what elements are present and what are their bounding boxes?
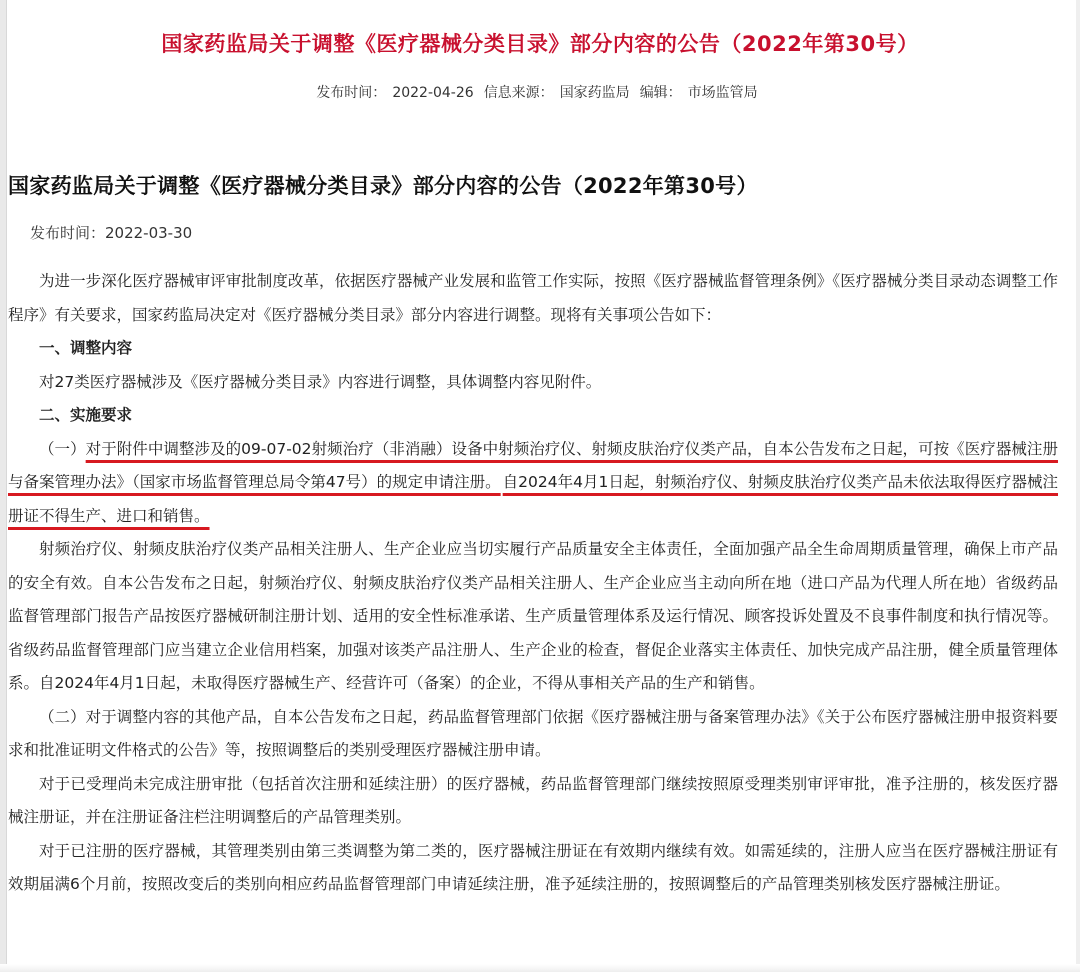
section-adjustment-body: 对27类医疗器械涉及《医疗器械分类目录》内容进行调整，具体调整内容见附件。 xyxy=(39,372,602,391)
source-value: 国家药监局 xyxy=(559,85,630,101)
article-date: 发布时间：2022-03-30 xyxy=(30,224,193,242)
source-label: 信息来源： xyxy=(483,85,554,101)
editor-label: 编辑： xyxy=(639,85,682,101)
pending-approval-paragraph: 对于已受理尚未完成注册审批（包括首次注册和延续注册）的医疗器械，药品监督管理部门继续按照原受理类别审评审批，准予注册的，核发医疗器械注册证，并在注册证备注栏注明调整后的产品管理类别。 xyxy=(8,774,1058,826)
page-title: 国家药监局关于调整《医疗器械分类目录》部分内容的公告（2022年第30号） xyxy=(161,32,919,56)
publish-date: 2022-04-26 xyxy=(392,85,474,101)
item-1-prefix: （一） xyxy=(39,439,86,458)
highlighted-text-registration: 对于附件中调整涉及的09-07-02射频治疗（非消融）设备中射频治疗仪、射频皮肤治疗仪类产品，自本公告发布之日起，可按《医疗器械注册与备案管理办法》（国家市场监督管理总局令第47号）的规定申请注册。 xyxy=(8,439,1058,491)
article-body xyxy=(8,265,1058,902)
registered-devices-paragraph: 对于已注册的医疗器械，其管理类别由第三类调整为第二类的，医疗器械注册证在有效期内继续有效。如需延续的，注册人应当在医疗器械注册证有效期届满6个月前，按照改变后的类别向相应药品监督管理部门申请延续注册，准予延续注册的，按照调整后的产品管理类别核发医疗器械注册证。 xyxy=(8,841,1058,893)
intro-paragraph: 为进一步深化医疗器械审评审批制度改革，依据医疗器械产业发展和监管工作实际，按照《医疗器械监督管理条例》《医疗器械分类目录动态调整工作程序》有关要求，国家药监局决定对《医疗器械分类目录》部分内容进行调整。现将有关事项公告如下： xyxy=(8,272,1058,324)
page-right-edge xyxy=(1076,0,1080,972)
responsibility-paragraph: 射频治疗仪、射频皮肤治疗仪类产品相关注册人、生产企业应当切实履行产品质量安全主体责任，全面加强产品全生命周期质量管理，确保上市产品的安全有效。自本公告发布之日起，射频治疗仪、射频皮肤治疗仪类产品相关注册人、生产企业应当主动向所在地（进口产品为代理人所在地）省级药品监督管理部门报告产品按医疗器械研制注册计划、适用的安全性标准承诺、生产质量管理体系及运行情况、顾客投诉处置及不良事件制度和执行情况等。省级药品监督管理部门应当建立企业信用档案，加强对该类产品注册人、生产企业的检查，督促企业落实主体责任、加快完成产品注册，健全质量管理体系。自2024年4月1日起，未取得医疗器械生产、经营许可（备案）的企业，不得从事相关产品的生产和销售。 xyxy=(8,540,1058,692)
editor-value: 市场监管局 xyxy=(687,85,758,101)
requirement-item-2: （二）对于调整内容的其他产品，自本公告发布之日起，药品监督管理部门依据《医疗器械注册与备案管理办法》《关于公布医疗器械注册申报资料要求和批准证明文件格式的公告》等，按照调整后的类别受理医疗器械注册申请。 xyxy=(8,707,1058,759)
publish-label: 发布时间： xyxy=(316,85,387,101)
page-left-edge xyxy=(0,0,7,972)
highlighted-text-deadline: 自2024年4月1日起，射频治疗仪、射频皮肤治疗仪类产品未依法取得医疗器械注册证不得生产、进口和销售。 xyxy=(8,473,1059,525)
requirement-item-1 xyxy=(8,433,1058,534)
article-meta xyxy=(0,82,1080,102)
section-heading-requirements: 二、实施要求 xyxy=(39,406,133,424)
page-bottom-edge xyxy=(0,964,1080,972)
article-title: 国家药监局关于调整《医疗器械分类目录》部分内容的公告（2022年第30号） xyxy=(8,174,758,198)
section-heading-adjustment: 一、调整内容 xyxy=(39,339,133,357)
